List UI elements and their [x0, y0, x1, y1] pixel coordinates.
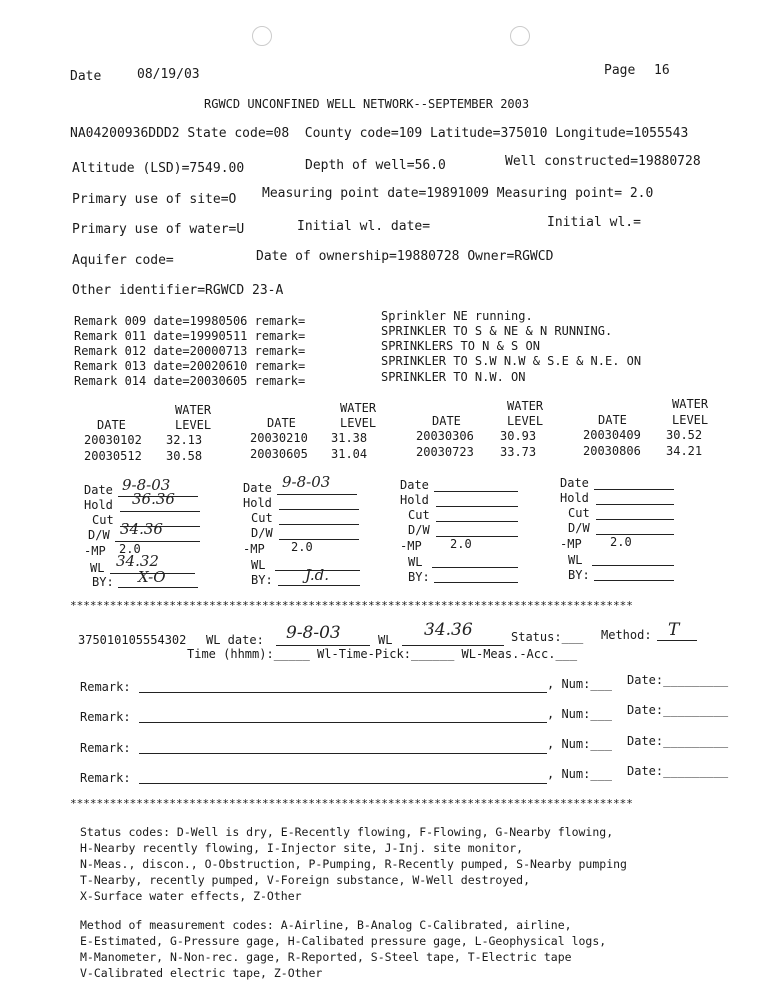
field-mp-value: 2.0: [610, 535, 632, 549]
report-title: RGWCD UNCONFINED WELL NETWORK--SEPTEMBER 2003: [204, 97, 530, 111]
field-date-label: Date: [243, 481, 272, 495]
field-mp-value: 2.0: [119, 542, 141, 556]
site-line-1: NA04200936DDD2 State code=08 County code=109 Latitude=375010 Longitude=1055543: [70, 126, 689, 141]
remark-line-label: Remark:: [80, 680, 131, 694]
col-header-date: DATE: [267, 416, 296, 430]
wl-value-handwritten[interactable]: 34.36: [424, 620, 473, 640]
initial-wl-date: Initial wl. date=: [297, 219, 431, 234]
field-by-label: BY:: [92, 575, 114, 589]
table-cell-date: 20030605: [250, 447, 308, 461]
field-wl-handwritten[interactable]: 34.32: [116, 552, 159, 570]
field-hold-label: Hold: [400, 493, 429, 507]
field-dw-label: D/W: [408, 523, 430, 537]
punch-hole-mark: [252, 26, 272, 46]
col-header-level: LEVEL: [507, 414, 544, 428]
remark-line-date: Date:_________: [627, 703, 729, 717]
field-by-label: BY:: [568, 568, 590, 582]
remark-right: Sprinkler NE running.: [381, 309, 533, 323]
remark-left: Remark 011 date=19990511 remark=: [74, 329, 306, 343]
field-hold-label: Hold: [84, 498, 113, 512]
remark-line-num: , Num:___: [547, 737, 613, 751]
table-cell-date: 20030306: [416, 429, 474, 443]
site-id: 375010105554302: [78, 633, 187, 647]
table-cell-level: 30.52: [666, 428, 703, 442]
field-dw-label: D/W: [251, 526, 273, 540]
col-header-water: WATER: [672, 397, 709, 411]
field-mp-label: -MP: [84, 544, 106, 558]
field-by-handwritten[interactable]: X-O: [138, 568, 166, 586]
field-by-handwritten[interactable]: J.d.: [305, 566, 329, 584]
remark-line-label: Remark:: [80, 741, 131, 755]
remark-right: SPRINKLER TO S & NE & N RUNNING.: [381, 324, 613, 338]
depth-of-well: Depth of well=56.0: [305, 158, 446, 173]
field-wl-label: WL: [408, 555, 423, 569]
method-handwritten[interactable]: T: [668, 620, 680, 640]
status-codes-line: T-Nearby, recently pumped, V-Foreign substance, W-Well destroyed,: [80, 873, 531, 887]
col-header-water: WATER: [507, 399, 544, 413]
remark-line-date: Date:_________: [627, 764, 729, 778]
col-header-level: LEVEL: [340, 416, 377, 430]
field-by-label: BY:: [251, 573, 273, 587]
punch-hole-mark: [510, 26, 530, 46]
field-cut-label: Cut: [568, 506, 590, 520]
field-dw-label: D/W: [568, 521, 590, 535]
table-cell-date: 20030210: [250, 431, 308, 445]
remark-line-num: , Num:___: [547, 677, 613, 691]
remark-left: Remark 014 date=20030605 remark=: [74, 374, 306, 388]
aquifer-code: Aquifer code=: [72, 253, 174, 268]
remark-left: Remark 012 date=20000713 remark=: [74, 344, 306, 358]
altitude: Altitude (LSD)=7549.00: [72, 161, 245, 176]
field-cut-label: Cut: [92, 513, 114, 527]
remark-line-label: Remark:: [80, 771, 131, 785]
field-date-label: Date: [560, 476, 589, 490]
status-label: Status:___: [511, 630, 584, 644]
primary-use-site: Primary use of site=O: [72, 192, 237, 207]
col-header-date: DATE: [97, 418, 126, 432]
field-mp-label: -MP: [243, 542, 265, 556]
table-cell-date: 20030723: [416, 445, 474, 459]
field-mp-value: 2.0: [450, 537, 472, 551]
status-codes-line: X-Surface water effects, Z-Other: [80, 889, 302, 903]
table-cell-level: 31.38: [331, 431, 368, 445]
field-wl-label: WL: [251, 558, 266, 572]
field-hold-handwritten[interactable]: 36.36: [132, 490, 175, 508]
col-header-water: WATER: [175, 403, 212, 417]
field-wl-label: WL: [568, 553, 583, 567]
page-number: 16: [654, 63, 670, 78]
status-codes-line: H-Nearby recently flowing, I-Injector site, J-Inj. site monitor,: [80, 841, 524, 855]
initial-wl: Initial wl.=: [547, 215, 641, 230]
col-header-date: DATE: [598, 413, 627, 427]
table-cell-date: 20030512: [84, 449, 142, 463]
status-codes-line: N-Meas., discon., O-Obstruction, P-Pumping, R-Recently pumped, S-Nearby pumping: [80, 857, 627, 871]
field-hold-label: Hold: [560, 491, 589, 505]
field-mp-value: 2.0: [291, 540, 313, 554]
field-by-label: BY:: [408, 570, 430, 584]
field-mp-label: -MP: [400, 539, 422, 553]
remark-line-date: Date:_________: [627, 673, 729, 687]
remark-left: Remark 009 date=19980506 remark=: [74, 314, 306, 328]
remark-line-num: , Num:___: [547, 707, 613, 721]
col-header-date: DATE: [432, 414, 461, 428]
remark-line-date: Date:_________: [627, 734, 729, 748]
time-line: Time (hhmm):_____ Wl-Time-Pick:______ WL-Meas.-Acc.___: [187, 647, 578, 661]
wl-label: WL: [378, 633, 393, 647]
table-cell-level: 30.58: [166, 449, 203, 463]
primary-use-water: Primary use of water=U: [72, 222, 245, 237]
field-mp-label: -MP: [560, 537, 582, 551]
asterisk-separator: *************************************************************************************: [70, 599, 633, 612]
field-wl-label: WL: [90, 561, 105, 575]
other-identifier: Other identifier=RGWCD 23-A: [72, 283, 284, 298]
page-label: Page: [604, 63, 636, 78]
col-header-level: LEVEL: [175, 418, 212, 432]
date-label: Date: [70, 69, 102, 84]
method-codes-line: V-Calibrated electric tape, Z-Other: [80, 966, 323, 980]
method-codes-line: E-Estimated, G-Pressure gage, H-Calibated pressure gage, L-Geophysical logs,: [80, 934, 607, 948]
method-codes-line: M-Manometer, N-Non-rec. gage, R-Reported, S-Steel tape, T-Electric tape: [80, 950, 572, 964]
field-dw-label: D/W: [88, 528, 110, 542]
field-date-handwritten[interactable]: 9-8-03: [122, 476, 171, 494]
table-cell-date: 20030409: [583, 428, 641, 442]
wl-date-handwritten[interactable]: 9-8-03: [286, 623, 341, 643]
field-dw-handwritten[interactable]: 34.36: [120, 520, 163, 538]
table-cell-date: 20030806: [583, 444, 641, 458]
field-cut-label: Cut: [251, 511, 273, 525]
field-cut-label: Cut: [408, 508, 430, 522]
method-label: Method:: [601, 628, 652, 642]
table-cell-level: 30.93: [500, 429, 537, 443]
well-constructed: Well constructed=19880728: [505, 154, 701, 169]
field-date-handwritten[interactable]: 9-8-03: [282, 473, 331, 491]
remark-line-label: Remark:: [80, 710, 131, 724]
remark-right: SPRINKLER TO S.W N.W & S.E & N.E. ON: [381, 354, 642, 368]
table-cell-date: 20030102: [84, 433, 142, 447]
wl-date-label: WL date:: [206, 633, 264, 647]
asterisk-separator: *************************************************************************************: [70, 797, 633, 810]
remark-right: SPRINKLERS TO N & S ON: [381, 339, 540, 353]
col-header-water: WATER: [340, 401, 377, 415]
method-codes-line: Method of measurement codes: A-Airline, B-Analog C-Calibrated, airline,: [80, 918, 572, 932]
measuring-point: Measuring point date=19891009 Measuring point= 2.0: [262, 186, 654, 201]
table-cell-level: 33.73: [500, 445, 537, 459]
remark-right: SPRINKLER TO N.W. ON: [381, 370, 526, 384]
remark-line-num: , Num:___: [547, 767, 613, 781]
field-hold-label: Hold: [243, 496, 272, 510]
col-header-level: LEVEL: [672, 413, 709, 427]
table-cell-level: 32.13: [166, 433, 203, 447]
date-of-ownership: Date of ownership=19880728 Owner=RGWCD: [256, 249, 554, 264]
date-value: 08/19/03: [137, 67, 200, 82]
remark-left: Remark 013 date=20020610 remark=: [74, 359, 306, 373]
table-cell-level: 34.21: [666, 444, 703, 458]
field-date-label: Date: [400, 478, 429, 492]
table-cell-level: 31.04: [331, 447, 368, 461]
status-codes-line: Status codes: D-Well is dry, E-Recently flowing, F-Flowing, G-Nearby flowing,: [80, 825, 614, 839]
field-date-label: Date: [84, 483, 113, 497]
